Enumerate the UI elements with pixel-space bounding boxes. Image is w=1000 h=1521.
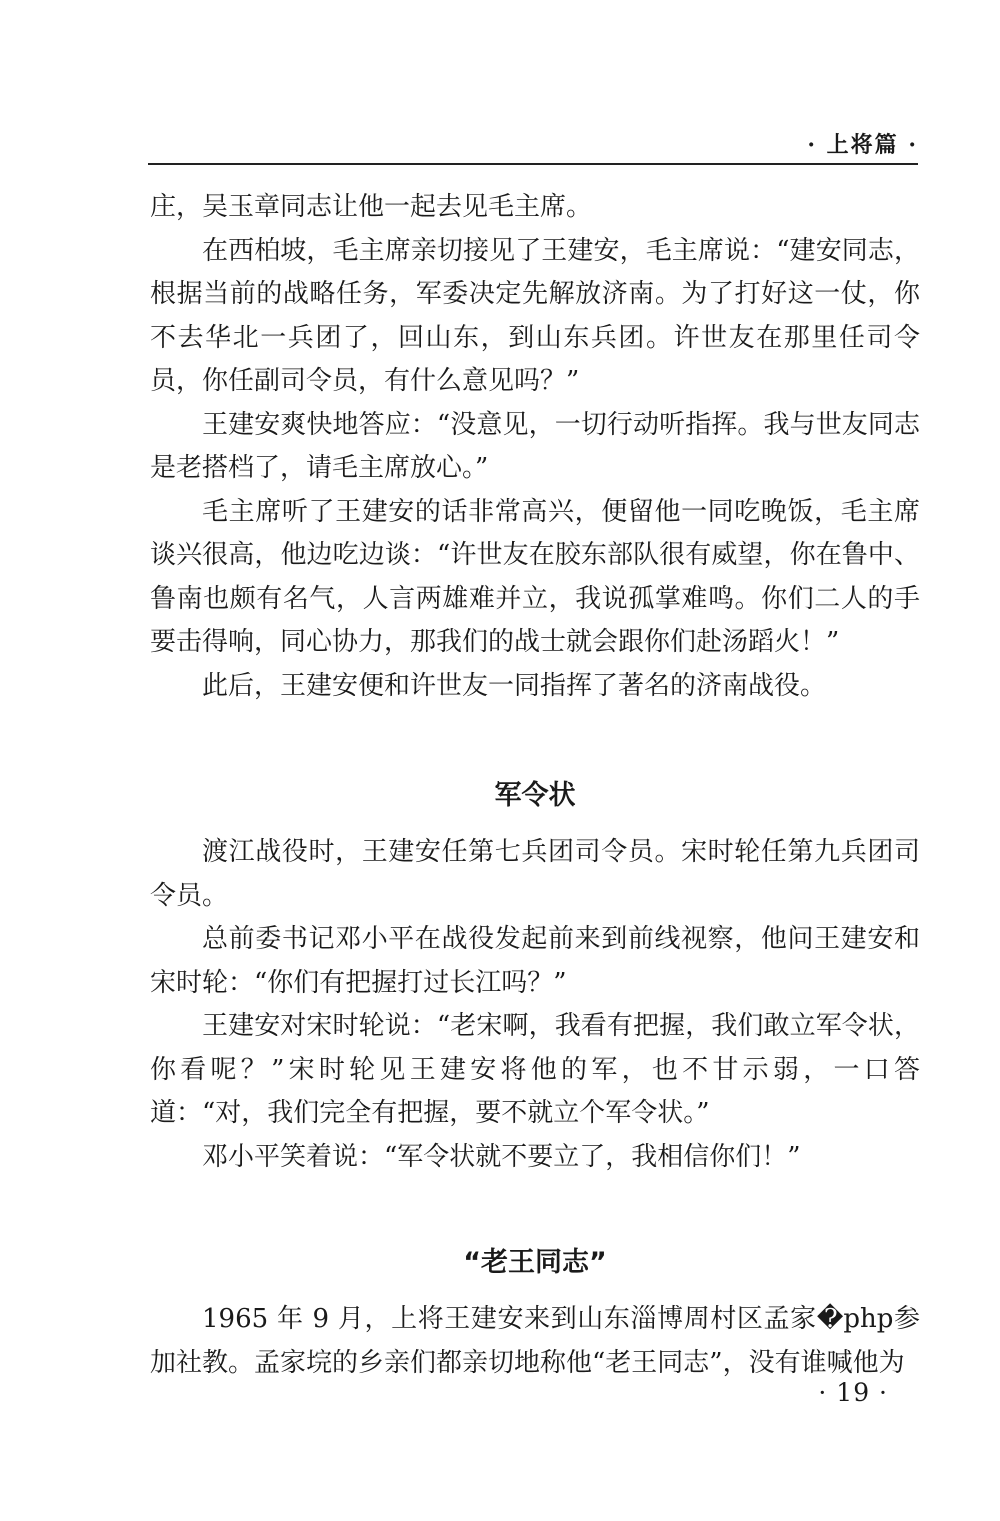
section-title-comrade-lao-wang: “老王同志” bbox=[463, 1247, 607, 1278]
paragraph: 此后，王建安便和许世友一同指挥了著名的济南战役。 bbox=[202, 670, 827, 701]
paragraph: 总前委书记邓小平在战役发起前来到前线视察，他问王建安和宋时轮：“你们有把握打过长江吗？” bbox=[150, 924, 920, 998]
paragraph: 王建安对宋时轮说：“老宋啊，我看有把握，我们敢立军令状，你看呢？”宋时轮见王建安将他的军，也不甘示弱，一口答道：“对，我们完全有把握，要不就立个军令状。” bbox=[150, 1011, 920, 1128]
paragraph: 邓小平笑着说：“军令状就不要立了，我相信你们！” bbox=[202, 1141, 801, 1172]
paragraph: 渡江战役时，王建安任第七兵团司令员。宋时轮任第九兵团司令员。 bbox=[150, 837, 920, 911]
header-divider bbox=[148, 163, 918, 165]
paragraph: 1965 年 9 月，上将王建安来到山东淄博周村区孟家�php参加社教。孟家垸的乡亲们都亲切地称他“老王同志”，没有谁喊他为 bbox=[150, 1304, 920, 1378]
page-number: · 19 · bbox=[818, 1378, 888, 1407]
paragraph: 在西柏坡，毛主席亲切接见了王建安，毛主席说：“建安同志，根据当前的战略任务，军委决定先解放济南。为了打好这一仗，你不去华北一兵团了，回山东，到山东兵团。许世友在那里任司令员，你任副司令员，有什么意见吗？” bbox=[150, 235, 920, 396]
running-header: · 上将篇 · bbox=[807, 132, 918, 158]
paragraph: 王建安爽快地答应：“没意见，一切行动听指挥。我与世友同志是老搭档了，请毛主席放心。” bbox=[150, 409, 920, 483]
section-title-military-order: 军令状 bbox=[494, 780, 576, 811]
paragraph: 庄，吴玉章同志让他一起去见毛主席。 bbox=[150, 192, 593, 222]
paragraph: 毛主席听了王建安的话非常高兴，便留他一同吃晚饭，毛主席谈兴很高，他边吃边谈：“许世友在胶东部队很有威望，你在鲁中、鲁南也颇有名气，人言两雄难并立，我说孤掌难鸣。你们二人的手要击得响，同心协力，那我们的战士就会跟你们赴汤蹈火！” bbox=[150, 496, 920, 657]
page-body bbox=[150, 186, 920, 1385]
